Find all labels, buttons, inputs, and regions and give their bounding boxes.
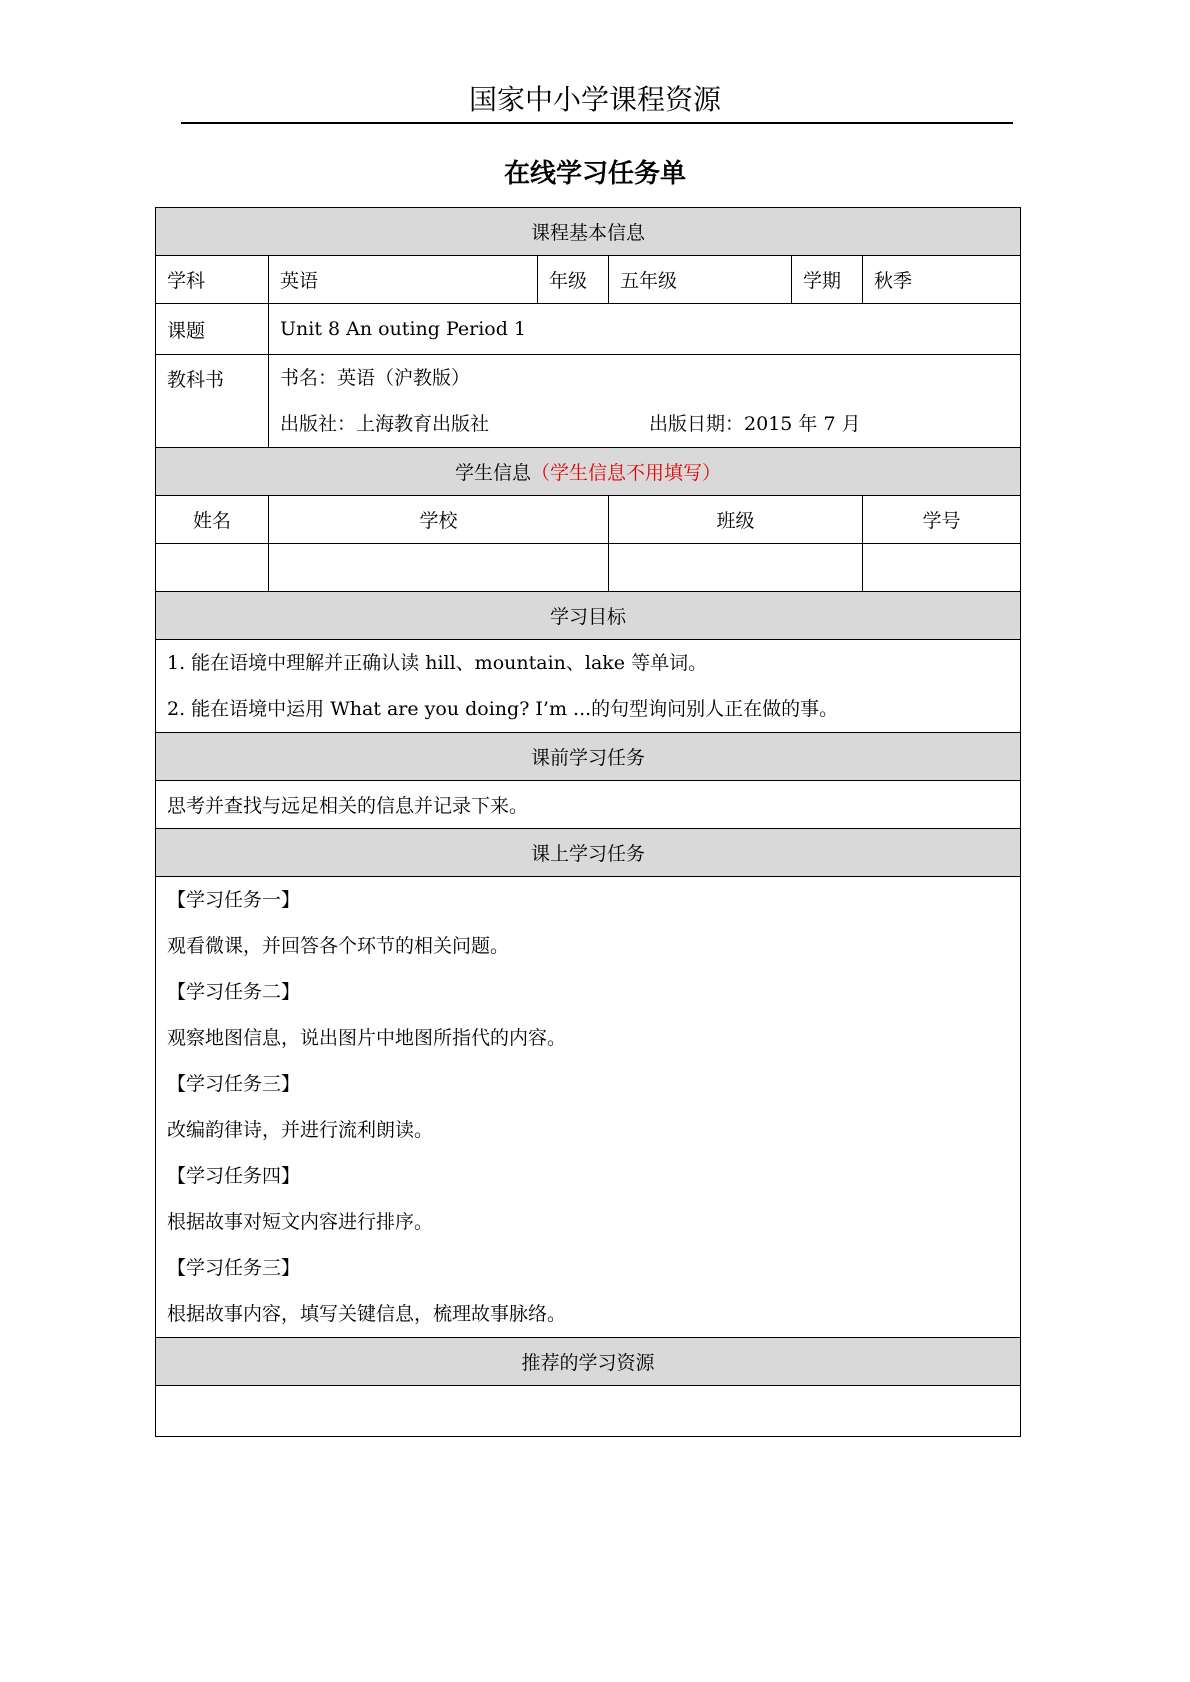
publish-date: 出版日期：2015 年 7 月 [649, 413, 861, 435]
task-sheet-table [155, 207, 1021, 1437]
resources-header-row [156, 1338, 1021, 1386]
objectives-section-title: 学习目标 [156, 592, 1021, 640]
grade-value: 五年级 [609, 256, 792, 304]
pre-class-content-row [156, 781, 1021, 829]
textbook-details [269, 355, 1021, 448]
task-heading: 【学习任务二】 [167, 981, 301, 1003]
task-heading: 【学习任务三】 [167, 1257, 301, 1279]
book-name: 书名：英语（沪教版） [280, 367, 471, 389]
term-value: 秋季 [863, 256, 1021, 304]
school-column-header: 学校 [269, 496, 609, 544]
subject-value: 英语 [269, 256, 538, 304]
resources-text [156, 1386, 1021, 1437]
topic-value: Unit 8 An outing Period 1 [269, 304, 1021, 355]
in-class-section-title: 课上学习任务 [156, 829, 1021, 877]
objectives-content [156, 640, 1021, 733]
grade-label: 年级 [538, 256, 609, 304]
task-text: 观察地图信息，说出图片中地图所指代的内容。 [167, 1027, 567, 1049]
name-column-header: 姓名 [156, 496, 269, 544]
resources-section-title: 推荐的学习资源 [156, 1338, 1021, 1386]
task-heading: 【学习任务三】 [167, 1073, 301, 1095]
task-heading: 【学习任务一】 [167, 889, 301, 911]
document-title: 在线学习任务单 [503, 159, 686, 189]
in-class-header-row [156, 829, 1021, 877]
objective-item: 2. 能在语境中运用 What are you doing? I’m ...的句型询问别人正在做的事。 [167, 698, 839, 720]
pre-class-text: 思考并查找与远足相关的信息并记录下来。 [156, 781, 1021, 829]
task-text: 观看微课，并回答各个环节的相关问题。 [167, 935, 510, 957]
publisher-line [280, 401, 1009, 447]
student-info-section-title [156, 448, 1021, 496]
in-class-content-row [156, 877, 1021, 1338]
student-info-title: 学生信息 [455, 462, 532, 484]
term-label: 学期 [792, 256, 863, 304]
publisher: 出版社：上海教育出版社 [280, 413, 490, 435]
student-id-value-cell[interactable] [863, 544, 1021, 592]
pre-class-header-row [156, 733, 1021, 781]
course-info-section-title: 课程基本信息 [156, 208, 1021, 256]
task-text: 改编韵律诗，并进行流利朗读。 [167, 1119, 434, 1141]
textbook-row [156, 355, 1021, 448]
student-info-values-row [156, 544, 1021, 592]
task-text: 根据故事内容，填写关键信息，梳理故事脉络。 [167, 1303, 567, 1325]
header-divider [181, 122, 1013, 124]
student-info-columns-row [156, 496, 1021, 544]
school-value-cell[interactable] [269, 544, 609, 592]
objective-item: 1. 能在语境中理解并正确认读 hill、mountain、lake 等单词。 [167, 652, 708, 674]
name-value-cell[interactable] [156, 544, 269, 592]
in-class-content [156, 877, 1021, 1338]
student-id-column-header: 学号 [863, 496, 1021, 544]
student-info-note: （学生信息不用填写） [531, 462, 722, 484]
site-title: 国家中小学课程资源 [468, 83, 721, 116]
class-column-header: 班级 [609, 496, 863, 544]
textbook-label: 教科书 [156, 355, 269, 448]
task-text: 根据故事对短文内容进行排序。 [167, 1211, 434, 1233]
subject-grade-term-row [156, 256, 1021, 304]
course-info-header-row [156, 208, 1021, 256]
topic-row [156, 304, 1021, 355]
pre-class-section-title: 课前学习任务 [156, 733, 1021, 781]
objectives-header-row [156, 592, 1021, 640]
task-heading: 【学习任务四】 [167, 1165, 301, 1187]
objectives-content-row [156, 640, 1021, 733]
topic-label: 课题 [156, 304, 269, 355]
student-info-header-row [156, 448, 1021, 496]
resources-content-row [156, 1386, 1021, 1437]
subject-label: 学科 [156, 256, 269, 304]
class-value-cell[interactable] [609, 544, 863, 592]
